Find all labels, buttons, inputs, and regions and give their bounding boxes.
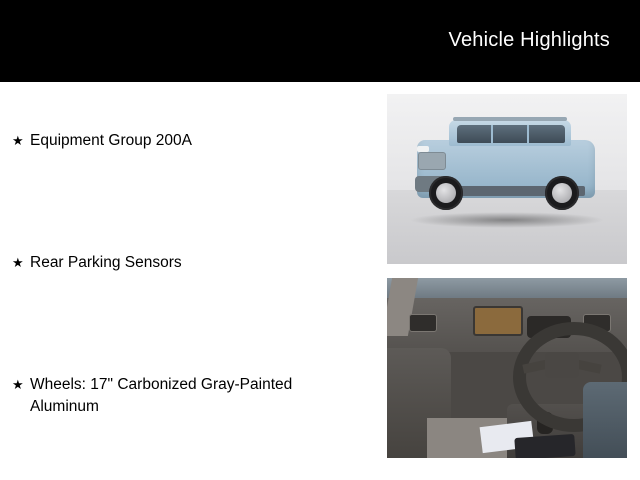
vehicle-shadow [409, 212, 605, 228]
infotainment-screen [473, 306, 523, 336]
page-title: Vehicle Highlights [448, 29, 610, 51]
windshield [387, 278, 627, 298]
list-item [12, 130, 362, 152]
list-item [12, 374, 362, 418]
rear-wheel [545, 176, 579, 210]
photo-column [387, 94, 627, 458]
interior-photo [387, 278, 627, 458]
feature-list [0, 82, 380, 480]
front-grille [418, 152, 446, 170]
feature-label: Equipment Group 200A [30, 132, 192, 149]
feature-label: Rear Parking Sensors [30, 254, 182, 271]
window-pillar [491, 125, 493, 143]
star-bullet-icon: ★ [12, 377, 24, 392]
floor-mat [514, 434, 575, 458]
list-item [12, 252, 362, 274]
front-wheel [429, 176, 463, 210]
feature-label: Wheels: 17" Carbonized Gray-Painted Aluminum [30, 376, 293, 415]
star-bullet-icon: ★ [12, 133, 24, 148]
front-seat [583, 382, 627, 458]
air-vent [409, 314, 437, 332]
window-pillar [527, 125, 529, 143]
star-bullet-icon: ★ [12, 255, 24, 270]
steering-wheel-hub [545, 352, 579, 378]
header-bar [0, 0, 640, 82]
vehicle-windows [457, 125, 565, 143]
exterior-photo [387, 94, 627, 264]
roof-rail [453, 117, 567, 121]
